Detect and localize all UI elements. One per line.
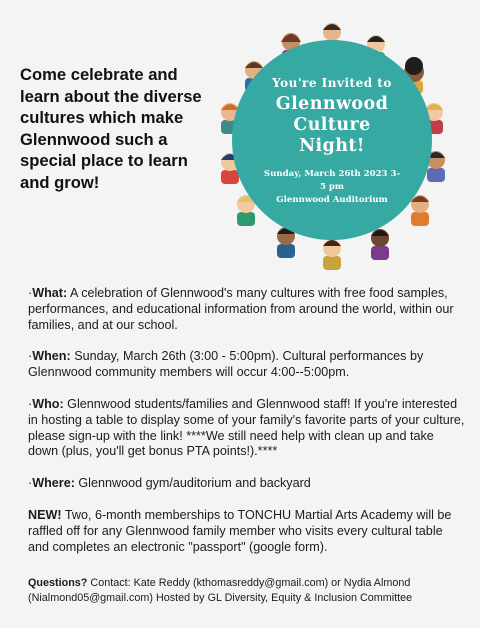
detail-when-label: When: — [32, 349, 71, 364]
detail-what-label: What: — [32, 286, 68, 300]
detail-new-label: NEW! — [28, 507, 62, 522]
intro-heading: Come celebrate and learn about the diverse cultures which make Glennwood such a special place to learn and grow! — [20, 65, 202, 192]
event-title-line2: Culture Night! — [293, 115, 371, 156]
detail-when-text: Sunday, March 26th (3:00 - 5:00pm). Cultural performances by Glennwood community members will occur 4:00--5:00pm. — [28, 349, 424, 380]
person-icon — [411, 195, 429, 226]
person-icon — [371, 229, 389, 260]
footer-text: Contact: Kate Reddy (kthomasreddy@gmail.com) or Nydia Almond (Nialmond05@gmail.com) Hosted by GL Diversity, Equity & Inclusion Committee — [28, 577, 413, 604]
detail-who-text: Glennwood students/families and Glennwood staff! If you're interested in hosting a table to display some of your family's favorite parts of your culture, please sign-up with the link! ****We still need help with clean up and take down (plus, you'll get bonus PTA points!).**** — [28, 396, 465, 459]
event-location: Glennwood Auditorium — [276, 195, 388, 205]
detail-where: ·Where: Glennwood gym/auditorium and backyard — [28, 476, 311, 491]
person-icon — [323, 239, 341, 270]
detail-where-text: Glennwood gym/auditorium and backyard — [78, 476, 311, 491]
event-title — [262, 94, 402, 157]
detail-what: ·What: A celebration of Glennwood's many cultures with free food samples, performances, and educational information from around the world, within our families, and at our school. — [28, 286, 454, 332]
detail-who-label: Who: — [32, 396, 64, 411]
detail-new — [28, 508, 466, 555]
detail-when: ·When: Sunday, March 26th (3:00 - 5:00pm). Cultural performances by Glennwood community members will occur 4:00--5:00pm. — [28, 349, 424, 380]
event-date: Sunday, March 26th 2023 3-5 pm — [263, 169, 401, 192]
invited-label: You're Invited to — [272, 76, 392, 90]
event-title-line1: Glennwood — [275, 94, 389, 114]
detail-new-text: Two, 6-month memberships to TONCHU Martial Arts Academy will be raffled off for any Glennwood family member who visits every cultural table and completes an electronic "passport" (google form). — [28, 507, 452, 554]
detail-who: ·Who: Glennwood students/families and Glennwood staff! If you're interested in hosting a table to display some of your family's favorite parts of your culture, please sign-up with the link! ****We still need help with clean up and take down (plus, you'll get bonus PTA points!).**** — [28, 396, 465, 459]
invitation-text — [262, 76, 402, 207]
footer-label: Questions? — [28, 577, 88, 589]
footer-questions — [28, 576, 468, 605]
details — [28, 286, 466, 571]
detail-what-text: A celebration of Glennwood's many cultures with free food samples, performances, and educational information from around the world, within our families, and at our school. — [28, 286, 454, 332]
detail-where-label: Where: — [32, 476, 75, 491]
